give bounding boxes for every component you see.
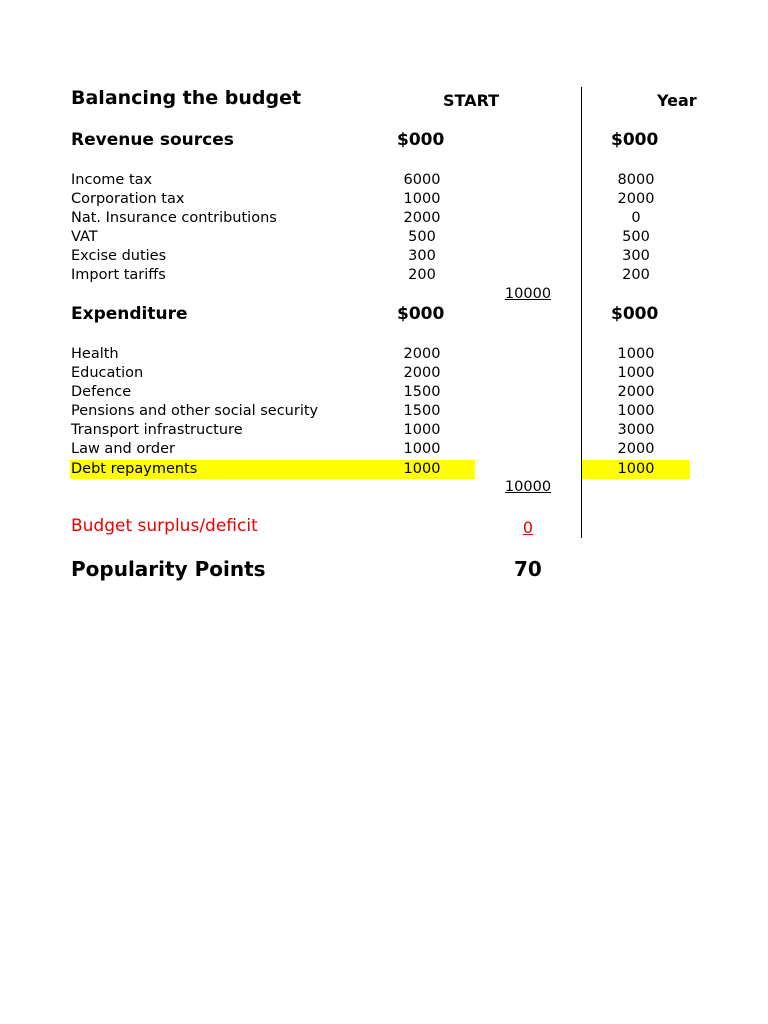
expenditure-unit-year: $000 [611, 304, 659, 324]
expenditure-unit-start: $000 [397, 304, 445, 324]
revenue-year-income-tax[interactable]: 8000 [617, 172, 655, 188]
expenditure-label-defence: Defence [71, 384, 132, 400]
surplus-label: Budget surplus/deficit [71, 516, 258, 536]
revenue-start-vat[interactable]: 500 [408, 229, 436, 245]
revenue-start-corporation-tax[interactable]: 1000 [403, 191, 441, 207]
surplus-value: 0 [522, 518, 534, 537]
expenditure-year-debt[interactable]: 1000 [617, 461, 655, 477]
expenditure-label-debt: Debt repayments [71, 461, 198, 477]
revenue-total: 10000 [504, 286, 552, 302]
revenue-unit-year: $000 [611, 130, 659, 150]
expenditure-start-pensions[interactable]: 1500 [403, 403, 441, 419]
revenue-label-vat: VAT [71, 229, 98, 245]
expenditure-start-debt[interactable]: 1000 [403, 461, 441, 477]
expenditure-year-defence[interactable]: 2000 [617, 384, 655, 400]
revenue-year-import-tariffs[interactable]: 200 [622, 267, 650, 283]
expenditure-heading: Expenditure [71, 304, 188, 324]
revenue-year-excise-duties[interactable]: 300 [622, 248, 650, 264]
year-column [582, 87, 697, 547]
expenditure-start-law-order[interactable]: 1000 [403, 441, 441, 457]
revenue-start-import-tariffs[interactable]: 200 [408, 267, 436, 283]
expenditure-total: 10000 [504, 479, 552, 495]
expenditure-start-education[interactable]: 2000 [403, 365, 441, 381]
start-column-header: START [443, 91, 500, 110]
expenditure-year-pensions[interactable]: 1000 [617, 403, 655, 419]
expenditure-year-education[interactable]: 1000 [617, 365, 655, 381]
expenditure-year-health[interactable]: 1000 [617, 346, 655, 362]
revenue-label-income-tax: Income tax [71, 172, 153, 188]
expenditure-label-law-order: Law and order [71, 441, 175, 457]
expenditure-start-health[interactable]: 2000 [403, 346, 441, 362]
revenue-start-ni-contributions[interactable]: 2000 [403, 210, 441, 226]
expenditure-label-health: Health [71, 346, 119, 362]
revenue-year-corporation-tax[interactable]: 2000 [617, 191, 655, 207]
expenditure-label-education: Education [71, 365, 144, 381]
popularity-value: 70 [514, 557, 542, 581]
revenue-start-income-tax[interactable]: 6000 [403, 172, 441, 188]
expenditure-start-transport[interactable]: 1000 [403, 422, 441, 438]
revenue-label-import-tariffs: Import tariffs [71, 267, 166, 283]
revenue-label-excise-duties: Excise duties [71, 248, 167, 264]
popularity-label: Popularity Points [71, 557, 266, 581]
revenue-unit-start: $000 [397, 130, 445, 150]
revenue-year-ni-contributions[interactable]: 0 [631, 210, 641, 226]
expenditure-start-defence[interactable]: 1500 [403, 384, 441, 400]
revenue-start-excise-duties[interactable]: 300 [408, 248, 436, 264]
revenue-label-corporation-tax: Corporation tax [71, 191, 185, 207]
expenditure-year-law-order[interactable]: 2000 [617, 441, 655, 457]
expenditure-label-pensions: Pensions and other social security [71, 403, 319, 419]
revenue-heading: Revenue sources [71, 130, 234, 150]
revenue-label-ni-contributions: Nat. Insurance contributions [71, 210, 277, 226]
expenditure-year-transport[interactable]: 3000 [617, 422, 655, 438]
revenue-year-vat[interactable]: 500 [622, 229, 650, 245]
expenditure-label-transport: Transport infrastructure [71, 422, 243, 438]
year-column-header: Year [657, 91, 697, 110]
sheet-title: Balancing the budget [71, 87, 302, 109]
